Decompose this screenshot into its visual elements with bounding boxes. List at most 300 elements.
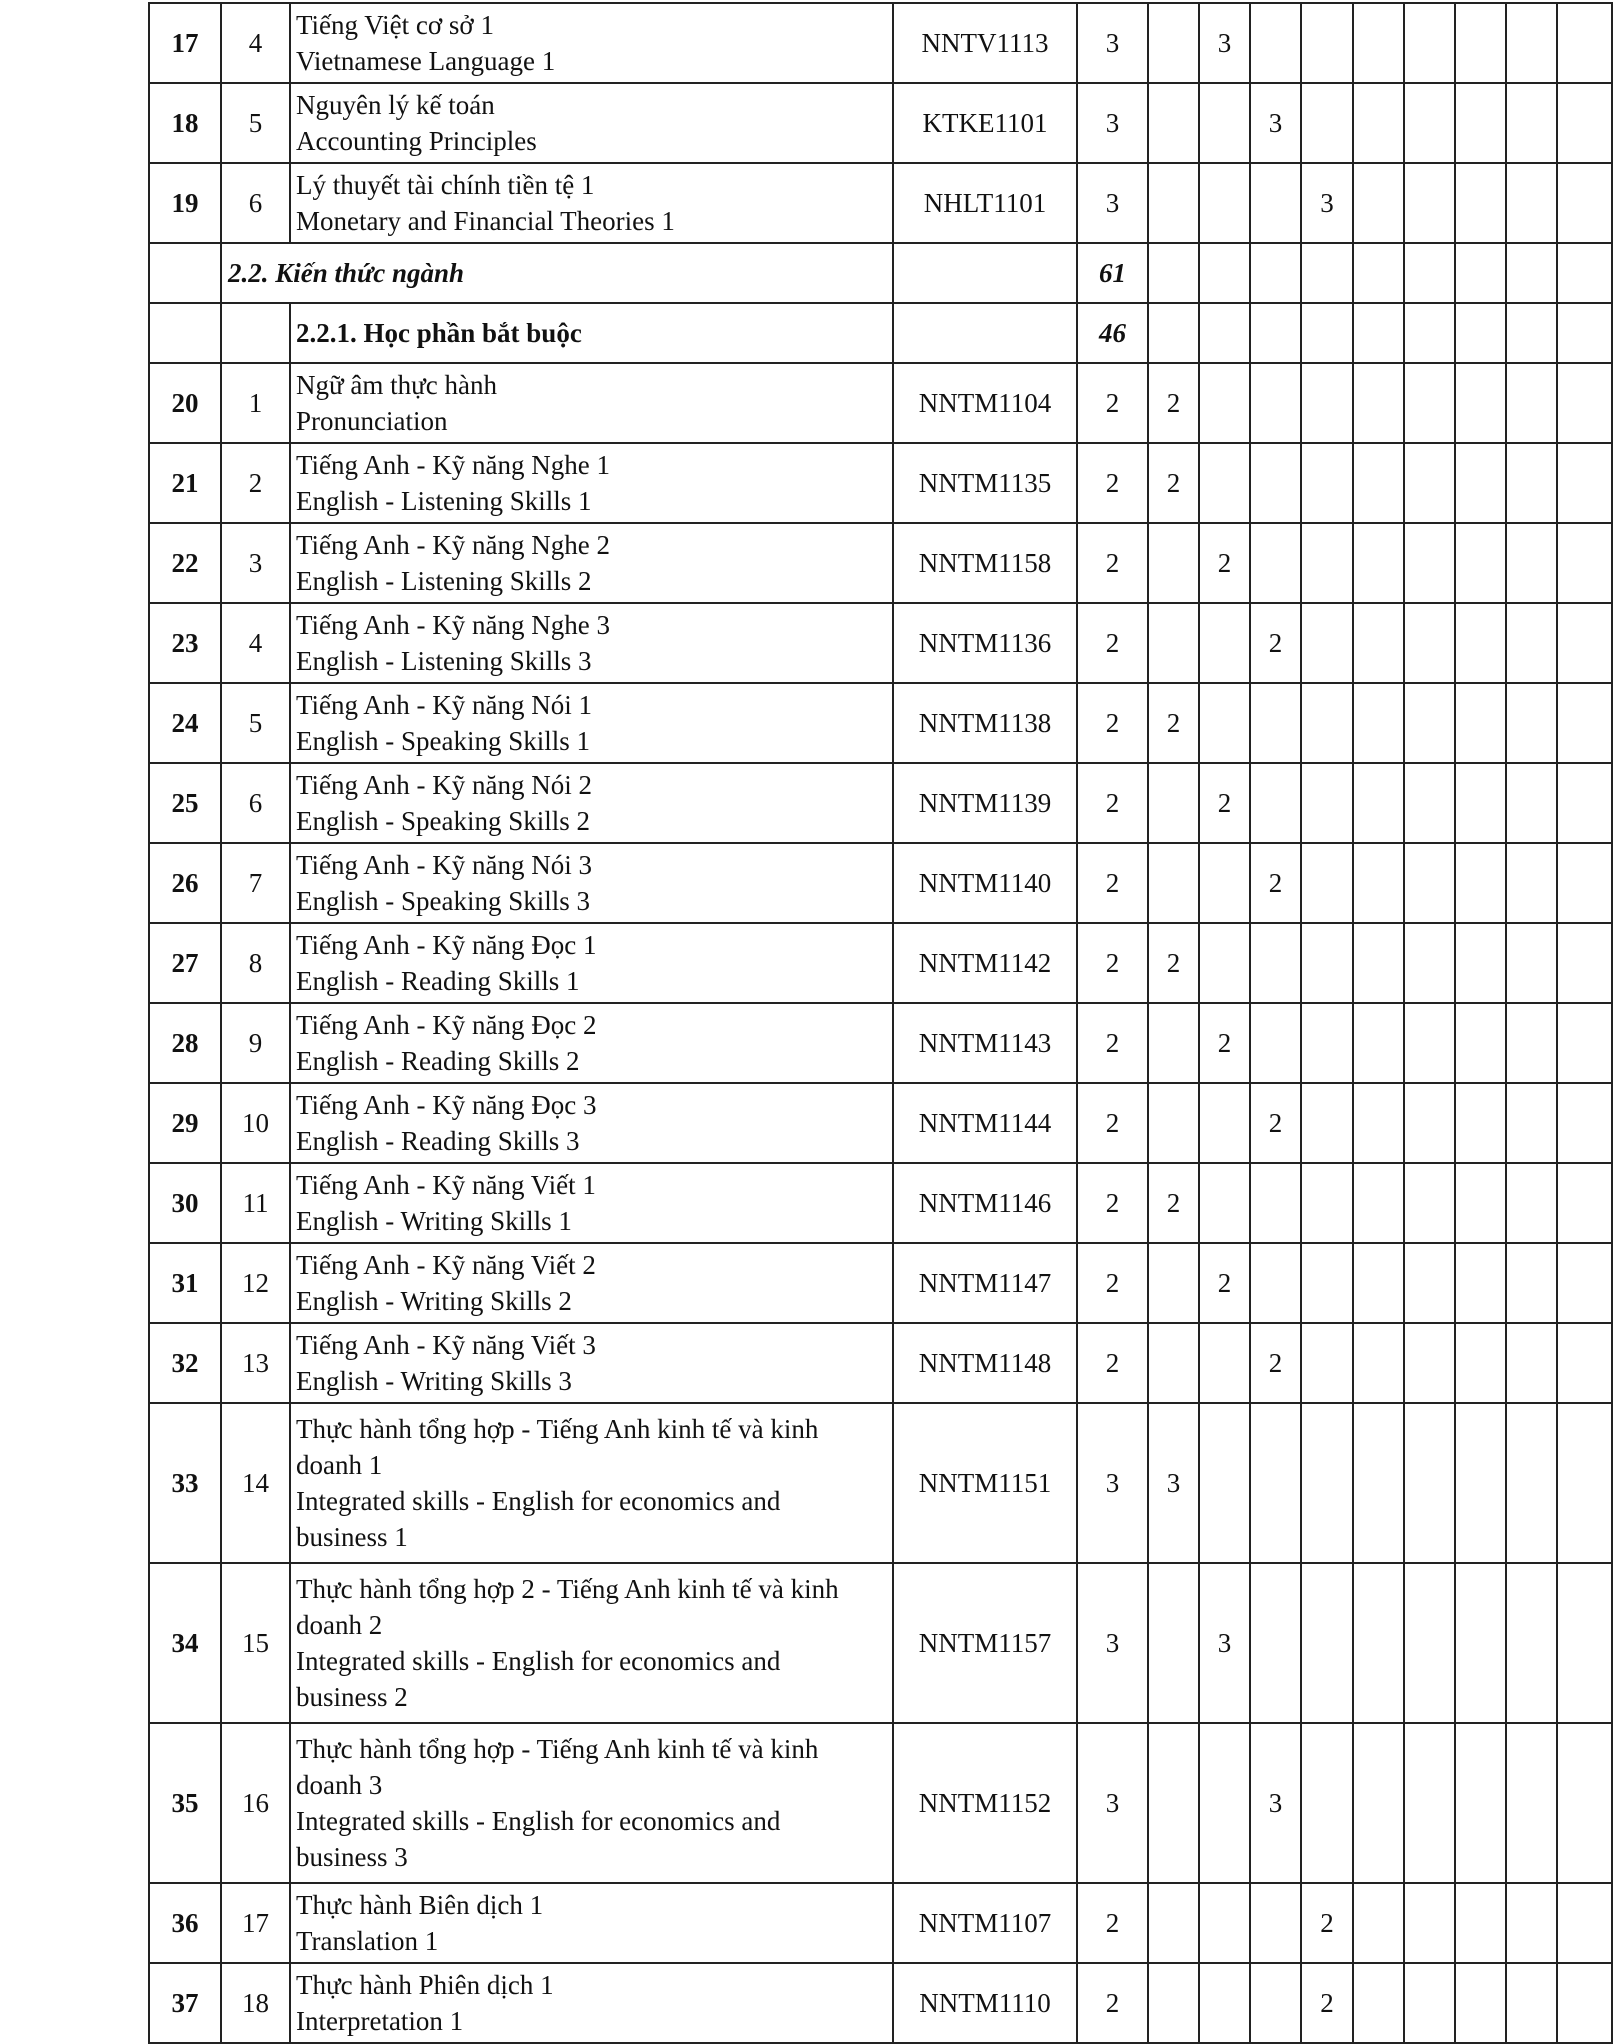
course-name-vi: Tiếng Anh - Kỹ năng Đọc 1 (296, 930, 597, 960)
semester-credit-cell (1455, 1883, 1506, 1963)
course-name-vi: Thực hành Biên dịch 1 (296, 1890, 544, 1920)
semester-credit-cell: 2 (1250, 1323, 1301, 1403)
course-name (290, 1723, 893, 1883)
semester-credit-cell (1250, 1963, 1301, 2043)
semester-credit-cell (1353, 1163, 1404, 1243)
course-credits: 2 (1077, 923, 1148, 1003)
course-name-en: English - Listening Skills 2 (296, 566, 592, 596)
table-row (149, 1883, 1612, 1963)
course-name (290, 1323, 893, 1403)
semester-credit-cell (1404, 163, 1455, 243)
semester-credit-cell (1404, 1403, 1455, 1563)
semester-credit-cell (1557, 843, 1612, 923)
table-row (149, 1163, 1612, 1243)
row-index: 21 (149, 443, 221, 523)
table-row (149, 1243, 1612, 1323)
semester-credit-cell (1148, 603, 1199, 683)
course-credits: 2 (1077, 443, 1148, 523)
row-index: 23 (149, 603, 221, 683)
semester-credit-cell (1301, 1403, 1353, 1563)
semester-credit-cell (1301, 843, 1353, 923)
semester-credit-cell (1250, 1403, 1301, 1563)
course-name (290, 1963, 893, 2043)
course-name-vi: Tiếng Anh - Kỹ năng Nói 1 (296, 690, 593, 720)
course-name-vi: Tiếng Anh - Kỹ năng Nói 2 (296, 770, 593, 800)
semester-credit-cell (1250, 3, 1301, 83)
semester-credit-cell (1557, 1963, 1612, 2043)
semester-credit-cell (1455, 163, 1506, 243)
semester-credit-cell (1404, 843, 1455, 923)
semester-credit-cell (1557, 3, 1612, 83)
semester-credit-cell (1455, 1563, 1506, 1723)
semester-credit-cell: 2 (1148, 683, 1199, 763)
course-name-vi: Thực hành Phiên dịch 1 (296, 1970, 554, 2000)
semester-credit-cell (1455, 83, 1506, 163)
semester-credit-cell (1557, 1083, 1612, 1163)
semester-credit-cell (1301, 763, 1353, 843)
semester-credit-cell (1148, 763, 1199, 843)
course-name-vi: Tiếng Anh - Kỹ năng Viết 2 (296, 1250, 596, 1280)
course-name (290, 1883, 893, 1963)
course-number: 5 (221, 683, 290, 763)
semester-credit-cell (1250, 1163, 1301, 1243)
semester-credit-cell (1301, 363, 1353, 443)
semester-credit-cell: 2 (1148, 1163, 1199, 1243)
course-name (290, 683, 893, 763)
semester-credit-cell (1506, 1563, 1557, 1723)
semester-credit-cell (1148, 83, 1199, 163)
semester-credit-cell: 2 (1148, 923, 1199, 1003)
semester-credit-cell (1148, 1003, 1199, 1083)
semester-credit-cell (1557, 1723, 1612, 1883)
course-name (290, 83, 893, 163)
row-index: 31 (149, 1243, 221, 1323)
course-name-line: business 1 (296, 1522, 408, 1552)
semester-credit-cell (1148, 1323, 1199, 1403)
semester-credit-cell (1455, 843, 1506, 923)
course-code: NNTV1113 (893, 3, 1077, 83)
course-name-en: English - Reading Skills 2 (296, 1046, 580, 1076)
course-code: NNTM1139 (893, 763, 1077, 843)
semester-credit-cell (1557, 923, 1612, 1003)
semester-credit-cell (1301, 923, 1353, 1003)
semester-credit-cell (1199, 683, 1250, 763)
semester-credit-cell (1250, 523, 1301, 603)
semester-credit-cell (1199, 1963, 1250, 2043)
semester-credit-cell (1506, 1723, 1557, 1883)
semester-credit-cell (1506, 1403, 1557, 1563)
semester-credit-cell (1199, 1723, 1250, 1883)
row-index: 34 (149, 1563, 221, 1723)
course-name-vi: Tiếng Anh - Kỹ năng Nghe 3 (296, 610, 610, 640)
semester-credit-cell (1506, 1083, 1557, 1163)
semester-credit-cell (1353, 923, 1404, 1003)
semester-credit-cell (1506, 843, 1557, 923)
row-index: 17 (149, 3, 221, 83)
semester-credit-cell (1506, 683, 1557, 763)
semester-credit-cell (1404, 1243, 1455, 1323)
semester-credit-cell (1404, 1963, 1455, 2043)
semester-credit-cell (1148, 523, 1199, 603)
semester-credit-cell (1455, 1163, 1506, 1243)
semester-credit-cell (1250, 683, 1301, 763)
section-credits: 46 (1077, 303, 1148, 363)
semester-credit-cell (1506, 1243, 1557, 1323)
course-name-line: Integrated skills - English for economics and (296, 1486, 781, 1516)
course-code: NNTM1107 (893, 1883, 1077, 1963)
semester-credit-cell (1353, 1403, 1404, 1563)
course-name-en: English - Writing Skills 2 (296, 1286, 572, 1316)
semester-credit-cell (1404, 1003, 1455, 1083)
semester-credit-cell: 2 (1199, 763, 1250, 843)
course-credits: 3 (1077, 83, 1148, 163)
course-name-line: doanh 3 (296, 1770, 383, 1800)
course-name-en: English - Reading Skills 1 (296, 966, 580, 996)
course-number: 12 (221, 1243, 290, 1323)
course-name-vi: Nguyên lý kế toán (296, 90, 495, 120)
semester-credit-cell (1506, 1963, 1557, 2043)
course-name-en: English - Listening Skills 3 (296, 646, 592, 676)
semester-credit-cell: 2 (1148, 443, 1199, 523)
semester-credit-cell (1404, 683, 1455, 763)
semester-credit-cell (1506, 923, 1557, 1003)
semester-credit-cell (1455, 1003, 1506, 1083)
course-code: NNTM1110 (893, 1963, 1077, 2043)
semester-credit-cell (1301, 1243, 1353, 1323)
semester-credit-cell (1455, 923, 1506, 1003)
semester-credit-cell: 3 (1250, 83, 1301, 163)
course-name-en: Translation 1 (296, 1926, 439, 1956)
semester-credit-cell (1506, 3, 1557, 83)
course-name-vi: Tiếng Anh - Kỹ năng Nghe 2 (296, 530, 610, 560)
course-name (290, 443, 893, 523)
semester-credit-cell: 3 (1250, 1723, 1301, 1883)
semester-credit-cell (1404, 1083, 1455, 1163)
course-name-en: English - Speaking Skills 3 (296, 886, 591, 916)
semester-credit-cell (1557, 1883, 1612, 1963)
course-credits: 2 (1077, 1323, 1148, 1403)
course-number: 10 (221, 1083, 290, 1163)
semester-credit-cell (1557, 1323, 1612, 1403)
semester-credit-cell (1199, 1083, 1250, 1163)
semester-credit-cell (1353, 83, 1404, 163)
semester-credit-cell: 3 (1301, 163, 1353, 243)
row-index: 35 (149, 1723, 221, 1883)
course-name (290, 603, 893, 683)
semester-credit-cell: 2 (1301, 1963, 1353, 2043)
semester-credit-cell (1557, 603, 1612, 683)
course-number: 3 (221, 523, 290, 603)
course-number: 15 (221, 1563, 290, 1723)
course-number: 4 (221, 3, 290, 83)
semester-credit-cell (1148, 1723, 1199, 1883)
semester-credit-cell (1353, 1323, 1404, 1403)
semester-credit-cell: 2 (1148, 363, 1199, 443)
course-name (290, 1243, 893, 1323)
course-name-vi: Tiếng Anh - Kỹ năng Đọc 3 (296, 1090, 597, 1120)
course-code: NNTM1138 (893, 683, 1077, 763)
row-index: 36 (149, 1883, 221, 1963)
semester-credit-cell (1148, 1883, 1199, 1963)
semester-credit-cell (1353, 443, 1404, 523)
semester-credit-cell (1404, 923, 1455, 1003)
section-row-2-2 (149, 243, 1612, 303)
semester-credit-cell (1199, 603, 1250, 683)
semester-credit-cell (1353, 1723, 1404, 1883)
course-credits: 2 (1077, 763, 1148, 843)
semester-credit-cell (1557, 683, 1612, 763)
semester-credit-cell (1353, 1883, 1404, 1963)
semester-credit-cell (1301, 523, 1353, 603)
course-name-vi: Ngữ âm thực hành (296, 370, 497, 400)
table-row (149, 1563, 1612, 1723)
semester-credit-cell (1353, 683, 1404, 763)
course-name-vi: Tiếng Anh - Kỹ năng Viết 1 (296, 1170, 596, 1200)
table-row (149, 763, 1612, 843)
semester-credit-cell (1455, 603, 1506, 683)
course-name (290, 3, 893, 83)
semester-credit-cell: 2 (1250, 603, 1301, 683)
semester-credit-cell (1404, 1163, 1455, 1243)
semester-credit-cell (1148, 843, 1199, 923)
course-name (290, 363, 893, 443)
semester-credit-cell (1353, 3, 1404, 83)
semester-credit-cell (1404, 763, 1455, 843)
table-row (149, 1963, 1612, 2043)
semester-credit-cell (1455, 1963, 1506, 2043)
semester-credit-cell (1506, 1003, 1557, 1083)
row-index: 18 (149, 83, 221, 163)
course-name-en: Monetary and Financial Theories 1 (296, 206, 675, 236)
semester-credit-cell (1506, 763, 1557, 843)
course-credits: 3 (1077, 3, 1148, 83)
semester-credit-cell (1199, 1883, 1250, 1963)
semester-credit-cell (1199, 843, 1250, 923)
semester-credit-cell (1301, 83, 1353, 163)
course-credits: 2 (1077, 1003, 1148, 1083)
semester-credit-cell (1250, 1563, 1301, 1723)
course-number: 9 (221, 1003, 290, 1083)
semester-credit-cell (1455, 1403, 1506, 1563)
course-number: 5 (221, 83, 290, 163)
course-name-vi: Tiếng Việt cơ sở 1 (296, 10, 494, 40)
course-name (290, 1163, 893, 1243)
course-number: 14 (221, 1403, 290, 1563)
course-name-vi: Tiếng Anh - Kỹ năng Đọc 2 (296, 1010, 597, 1040)
course-credits: 2 (1077, 603, 1148, 683)
course-code: NNTM1151 (893, 1403, 1077, 1563)
semester-credit-cell (1301, 1563, 1353, 1723)
row-index: 33 (149, 1403, 221, 1563)
semester-credit-cell: 3 (1199, 1563, 1250, 1723)
course-code: NNTM1143 (893, 1003, 1077, 1083)
row-index: 20 (149, 363, 221, 443)
semester-credit-cell (1250, 363, 1301, 443)
course-code: NNTM1104 (893, 363, 1077, 443)
semester-credit-cell (1353, 763, 1404, 843)
table-row (149, 523, 1612, 603)
semester-credit-cell (1506, 1883, 1557, 1963)
course-name-vi: Tiếng Anh - Kỹ năng Viết 3 (296, 1330, 596, 1360)
course-number: 6 (221, 763, 290, 843)
semester-credit-cell (1557, 163, 1612, 243)
semester-credit-cell (1301, 1083, 1353, 1163)
semester-credit-cell (1199, 83, 1250, 163)
semester-credit-cell (1148, 1563, 1199, 1723)
course-name (290, 843, 893, 923)
semester-credit-cell: 2 (1250, 1083, 1301, 1163)
semester-credit-cell (1250, 1883, 1301, 1963)
course-name-line: business 3 (296, 1842, 408, 1872)
semester-credit-cell (1455, 3, 1506, 83)
table-row (149, 363, 1612, 443)
course-number: 13 (221, 1323, 290, 1403)
course-name-vi: Lý thuyết tài chính tiền tệ 1 (296, 170, 595, 200)
course-name (290, 1563, 893, 1723)
table-row (149, 1723, 1612, 1883)
course-credits: 2 (1077, 1243, 1148, 1323)
semester-credit-cell (1557, 1163, 1612, 1243)
table-row (149, 923, 1612, 1003)
course-name-line: doanh 2 (296, 1610, 383, 1640)
course-code: NNTM1148 (893, 1323, 1077, 1403)
course-code: NNTM1158 (893, 523, 1077, 603)
table-row (149, 3, 1612, 83)
row-index: 28 (149, 1003, 221, 1083)
semester-credit-cell (1557, 443, 1612, 523)
course-name (290, 1403, 893, 1563)
semester-credit-cell (1353, 1963, 1404, 2043)
semester-credit-cell (1506, 363, 1557, 443)
course-name-line: doanh 1 (296, 1450, 383, 1480)
semester-credit-cell (1404, 1723, 1455, 1883)
semester-credit-cell: 2 (1199, 1003, 1250, 1083)
semester-credit-cell (1148, 1963, 1199, 2043)
semester-credit-cell (1199, 1323, 1250, 1403)
row-index: 29 (149, 1083, 221, 1163)
course-name-line: Integrated skills - English for economics and (296, 1806, 781, 1836)
table-row (149, 683, 1612, 763)
course-credits: 3 (1077, 1563, 1148, 1723)
course-credits: 2 (1077, 363, 1148, 443)
semester-credit-cell (1557, 1563, 1612, 1723)
semester-credit-cell: 2 (1199, 523, 1250, 603)
course-credits: 2 (1077, 683, 1148, 763)
course-name-en: English - Speaking Skills 2 (296, 806, 591, 836)
semester-credit-cell (1404, 603, 1455, 683)
course-name-en: Interpretation 1 (296, 2006, 464, 2036)
course-credits: 3 (1077, 1403, 1148, 1563)
semester-credit-cell (1404, 363, 1455, 443)
course-number: 7 (221, 843, 290, 923)
semester-credit-cell (1404, 443, 1455, 523)
semester-credit-cell (1404, 3, 1455, 83)
semester-credit-cell (1250, 1243, 1301, 1323)
course-credits: 2 (1077, 523, 1148, 603)
curriculum-table (148, 2, 1613, 2044)
semester-credit-cell (1455, 1243, 1506, 1323)
semester-credit-cell (1301, 1003, 1353, 1083)
row-index: 32 (149, 1323, 221, 1403)
row-index: 25 (149, 763, 221, 843)
course-number: 18 (221, 1963, 290, 2043)
course-name-vi: Tiếng Anh - Kỹ năng Nói 3 (296, 850, 593, 880)
section-row-2-2-1 (149, 303, 1612, 363)
course-name-line: Thực hành tổng hợp - Tiếng Anh kinh tế và kinh (296, 1734, 819, 1764)
semester-credit-cell (1353, 1243, 1404, 1323)
course-credits: 2 (1077, 1963, 1148, 2043)
course-number: 6 (221, 163, 290, 243)
section-title: 2.2.1. Học phần bắt buộc (290, 303, 893, 363)
semester-credit-cell (1557, 1403, 1612, 1563)
semester-credit-cell (1455, 763, 1506, 843)
semester-credit-cell (1506, 1323, 1557, 1403)
semester-credit-cell (1301, 1163, 1353, 1243)
row-index: 24 (149, 683, 221, 763)
semester-credit-cell: 3 (1199, 3, 1250, 83)
semester-credit-cell (1353, 1563, 1404, 1723)
semester-credit-cell (1199, 1163, 1250, 1243)
course-name-line: Thực hành tổng hợp - Tiếng Anh kinh tế và kinh (296, 1414, 819, 1444)
semester-credit-cell (1353, 603, 1404, 683)
course-code: NNTM1136 (893, 603, 1077, 683)
course-code: NNTM1142 (893, 923, 1077, 1003)
course-number: 2 (221, 443, 290, 523)
course-credits: 3 (1077, 1723, 1148, 1883)
semester-credit-cell (1148, 163, 1199, 243)
semester-credit-cell (1404, 523, 1455, 603)
semester-credit-cell (1455, 683, 1506, 763)
section-credits: 61 (1077, 243, 1148, 303)
semester-credit-cell (1301, 1723, 1353, 1883)
semester-credit-cell (1455, 1723, 1506, 1883)
semester-credit-cell (1353, 363, 1404, 443)
course-number: 16 (221, 1723, 290, 1883)
semester-credit-cell (1250, 163, 1301, 243)
row-index: 19 (149, 163, 221, 243)
course-name-en: English - Writing Skills 3 (296, 1366, 572, 1396)
course-number: 17 (221, 1883, 290, 1963)
course-name-en: Vietnamese Language 1 (296, 46, 556, 76)
semester-credit-cell (1455, 363, 1506, 443)
table-row (149, 1323, 1612, 1403)
semester-credit-cell (1301, 443, 1353, 523)
table-row (149, 163, 1612, 243)
course-name-line: Integrated skills - English for economics and (296, 1646, 781, 1676)
course-name-line: Thực hành tổng hợp 2 - Tiếng Anh kinh tế và kinh (296, 1574, 839, 1604)
semester-credit-cell (1404, 1563, 1455, 1723)
course-name (290, 163, 893, 243)
semester-credit-cell (1301, 1323, 1353, 1403)
semester-credit-cell (1404, 1323, 1455, 1403)
semester-credit-cell (1557, 83, 1612, 163)
semester-credit-cell (1199, 163, 1250, 243)
course-name (290, 1083, 893, 1163)
course-credits: 2 (1077, 843, 1148, 923)
course-name-en: English - Speaking Skills 1 (296, 726, 591, 756)
semester-credit-cell (1557, 1243, 1612, 1323)
row-index: 26 (149, 843, 221, 923)
table-row (149, 843, 1612, 923)
semester-credit-cell (1199, 443, 1250, 523)
semester-credit-cell (1557, 1003, 1612, 1083)
semester-credit-cell (1301, 603, 1353, 683)
course-name-en: English - Reading Skills 3 (296, 1126, 580, 1156)
course-code: NNTM1146 (893, 1163, 1077, 1243)
semester-credit-cell (1404, 1883, 1455, 1963)
course-code: NHLT1101 (893, 163, 1077, 243)
semester-credit-cell (1250, 923, 1301, 1003)
